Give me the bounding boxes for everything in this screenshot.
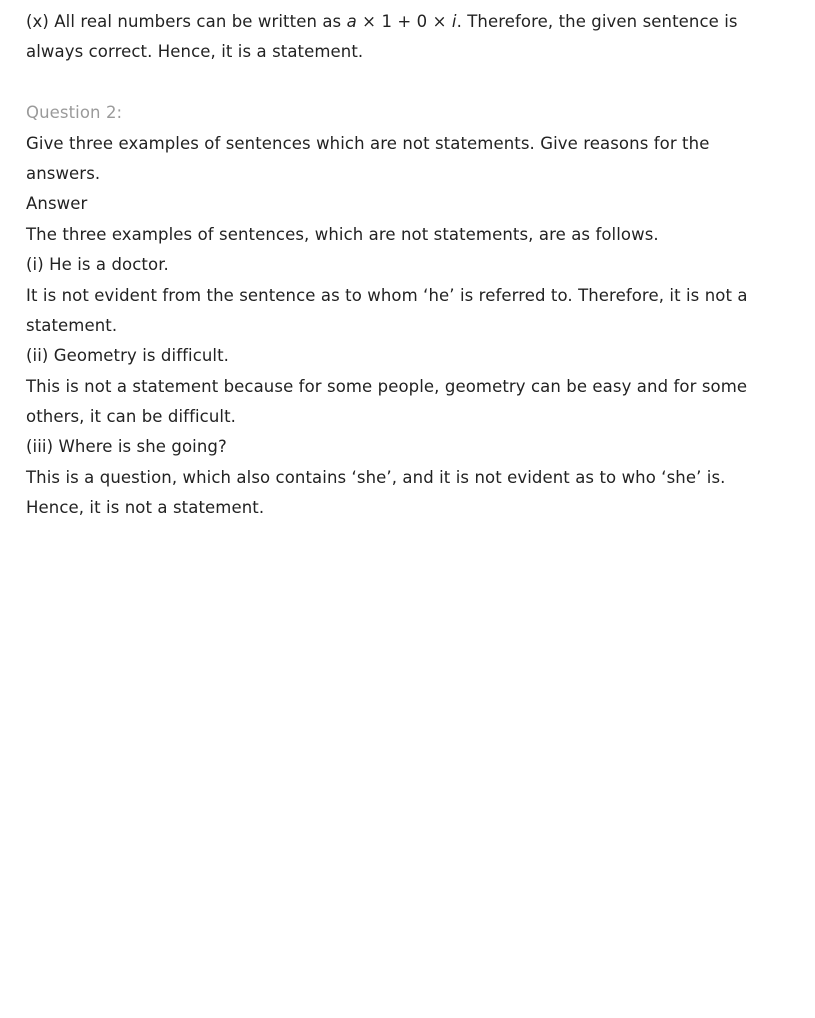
answer-line: It is not evident from the sentence as to whom ‘he’ is referred to. Therefore, it is not a [26, 285, 748, 305]
intro-text-part1: (x) All real numbers can be written as [26, 12, 347, 31]
answer-line: The three examples of sentences, which are not statements, are as follows. [26, 224, 659, 244]
section-gap [26, 68, 786, 98]
answer-label: Answer [26, 194, 88, 214]
intro-line-2: always correct. Hence, it is a statement. [26, 42, 364, 62]
intro-line-1 [26, 7, 786, 37]
answer-line: Hence, it is not a statement. [26, 498, 265, 518]
answer-line: (iii) Where is she going? [26, 437, 227, 457]
intro-text-part3: . Therefore, the given sentence is [456, 12, 738, 31]
answer-line: (i) He is a doctor. [26, 255, 169, 275]
math-variable-i: i [451, 12, 457, 31]
question-text-line-1: Give three examples of sentences which are not statements. Give reasons for the [26, 133, 710, 153]
intro-text-part2: × 1 + 0 × [356, 12, 452, 31]
answer-line: This is a question, which also contains ‘she’, and it is not evident as to who ‘she’ is. [26, 467, 726, 487]
answer-line: (ii) Geometry is difficult. [26, 346, 230, 366]
answer-line: others, it can be difficult. [26, 407, 236, 427]
question-title: Question 2: [26, 103, 123, 123]
question-text-line-2: answers. [26, 163, 101, 183]
math-variable-a: a [346, 12, 357, 31]
answer-line: This is not a statement because for some people, geometry can be easy and for some [26, 376, 748, 396]
answer-line: statement. [26, 315, 118, 335]
document-page [26, 7, 786, 524]
